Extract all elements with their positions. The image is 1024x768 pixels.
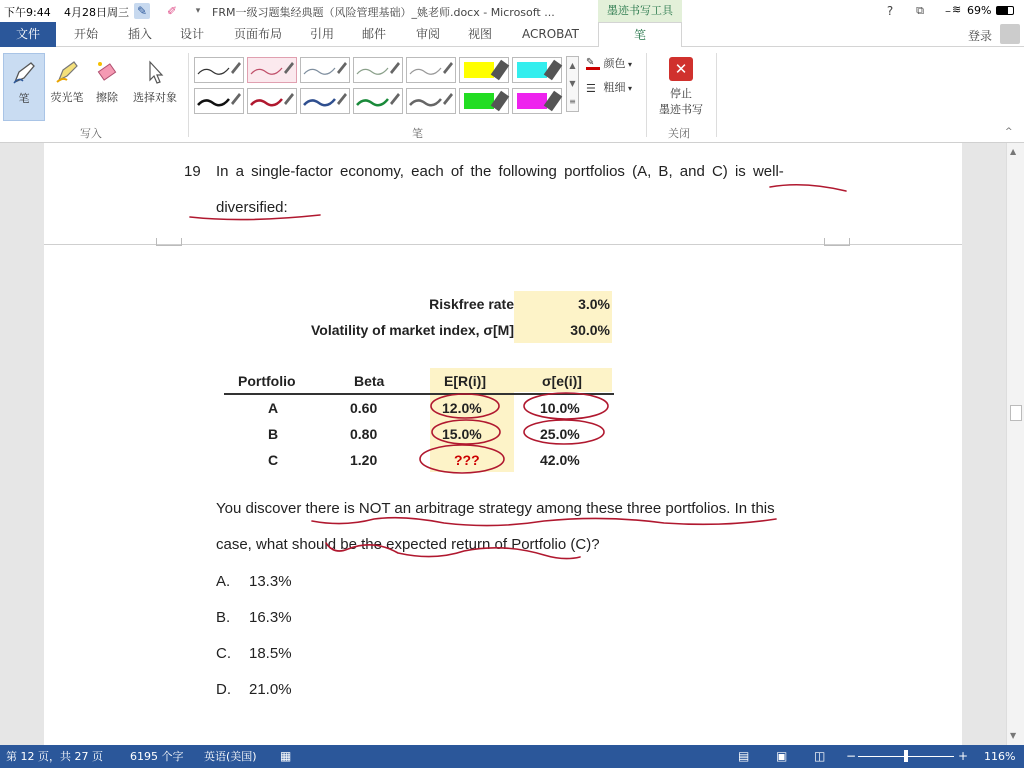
option-text: 13.3% [249,573,292,590]
pen-color-icon: ✎ [586,58,600,70]
pen-style-swatch[interactable] [512,57,562,83]
table-header-cell: E[R(i)] [444,373,486,389]
document-page[interactable] [44,143,962,745]
language-indicator[interactable]: 英语(美国) [204,750,257,763]
eraser-tool-button[interactable] [89,53,125,121]
table-cell: 15.0% [442,426,482,442]
tab-acrobat[interactable]: ACROBAT [522,27,579,41]
tab-references[interactable]: 引用 [310,27,335,41]
status-time: 下午9:44 [4,6,51,19]
pen-style-swatch[interactable] [194,88,244,114]
avatar[interactable] [1000,24,1020,44]
select-objects-button[interactable] [127,53,183,121]
ink-circle-12 [431,394,499,418]
question-line-2: diversified: [216,199,288,216]
pen-style-swatch[interactable] [459,88,509,114]
highlighter-tool-label: 荧光笔 [50,91,84,104]
gallery-more-icon[interactable]: ≡ [569,97,576,106]
option-letter: A. [216,573,231,590]
gallery-down-icon[interactable]: ▼ [569,79,576,88]
stop-inking-button[interactable] [652,57,710,121]
quick-access-dropdown-icon[interactable]: ▾ [195,6,201,16]
ink-circle-10 [524,393,608,419]
ribbon-tab-bar [0,22,1024,47]
option-letter: C. [216,645,231,662]
battery-icon [996,6,1014,15]
pen-tool-button[interactable] [3,53,45,121]
line-weight-icon: ☰ [586,81,596,95]
zoom-slider-thumb[interactable] [904,750,908,762]
pen-style-swatch[interactable] [247,88,297,114]
pens-group-label: 笔 [412,127,423,140]
question-line-1: In a single-factor economy, each of the following portfolios (A, B, and C) is well- [216,163,784,180]
highlighter-tool-button[interactable] [47,53,87,121]
thickness-label: 粗细 [603,81,626,94]
pen-tool-label: 笔 [18,92,30,105]
tab-file[interactable]: 文件 [0,22,56,47]
stop-icon: ✕ [669,57,693,81]
table-cell: C [268,452,279,468]
table-header-cell: σ[e(i)] [542,373,582,389]
ink-circle-question [420,445,504,473]
table-cell: 0.80 [350,426,378,442]
prompt-line-2: case, what should be the expected return of Portfolio (C)? [216,536,600,553]
tab-mailings[interactable]: 邮件 [362,27,387,41]
pen-style-swatch[interactable] [406,88,456,114]
stop-inking-label-2: 墨迹书写 [659,103,703,116]
volatility-label: Volatility of market index, σ[M] [310,322,514,338]
pen-style-swatch[interactable] [194,57,244,83]
tab-insert[interactable]: 插入 [128,27,153,41]
pen-style-swatch[interactable] [353,88,403,114]
ribbon-separator [716,53,717,137]
stop-inking-label-1: 停止 [670,87,692,100]
pen-icon[interactable]: ✎ [134,3,150,19]
option-text: 18.5% [249,645,292,662]
tab-page-layout[interactable]: 页面布局 [234,27,283,41]
tab-home[interactable]: 开始 [74,27,99,41]
ink-circle-15 [432,420,500,444]
cursor-icon [142,59,168,85]
vertical-scrollbar[interactable] [1006,143,1024,745]
write-group-label: 写入 [80,127,102,140]
status-bar [0,745,1024,768]
tab-review[interactable]: 审阅 [416,27,441,41]
prompt-line-1: You discover there is NOT an arbitrage strategy among these three portfolios. In this [216,500,775,517]
pen-style-swatch[interactable] [300,88,350,114]
wifi-icon: ≋ [952,3,962,16]
pen-style-swatch[interactable] [300,57,350,83]
sign-in-link[interactable]: 登录 [968,29,993,43]
ink-annotations [44,143,962,745]
collapse-ribbon-icon[interactable]: ^ [1005,127,1013,137]
ink-underline-diversified [190,215,320,220]
battery-label: 69% [967,4,992,17]
table-cell: ??? [454,452,480,468]
eraser-tool-label: 擦除 [96,91,118,104]
minimize-icon[interactable]: – [945,4,951,18]
color-dropdown[interactable]: ✎ 颜色 ▾ [586,57,633,70]
option-text: 21.0% [249,681,292,698]
document-area [0,143,1024,745]
pen-style-swatch[interactable] [459,57,509,83]
color-label: 颜色 [603,57,626,70]
tab-view[interactable]: 视图 [468,27,493,41]
scroll-up-icon[interactable]: ▲ [1010,147,1017,156]
question-number: 19 [184,163,201,180]
highlighter-icon [54,59,80,85]
ribbon-display-icon[interactable]: ⧉ [916,4,924,17]
ribbon-separator [188,53,189,137]
tab-design[interactable]: 设计 [180,27,205,41]
window-title: FRM一级习题集经典题（风险管理基础）_姚老师.docx - Microsoft ... [212,6,555,19]
ink-wavy-underline-1 [312,518,776,526]
word-count[interactable]: 6195 个字 [130,750,184,763]
riskfree-label: Riskfree rate [429,296,514,312]
zoom-level[interactable]: 116% [984,750,1016,763]
pen-style-swatch[interactable] [512,88,562,114]
table-cell: 25.0% [540,426,580,442]
option-text: 16.3% [249,609,292,626]
status-date: 4月28日周三 [64,6,129,19]
help-icon[interactable]: ? [886,4,894,18]
pen-icon [11,60,37,86]
ribbon-separator [646,53,647,137]
gallery-scroll[interactable] [566,56,579,112]
pen-style-swatch[interactable] [247,57,297,83]
table-cell: 12.0% [442,400,482,416]
ink-underline-well [770,185,846,191]
table-cell: A [268,400,279,416]
riskfree-value: 3.0% [578,296,610,312]
table-cell: B [268,426,279,442]
table-cell: 0.60 [350,400,378,416]
table-cell: 10.0% [540,400,580,416]
table-cell: 42.0% [540,452,580,468]
table-cell: 1.20 [350,452,378,468]
option-letter: B. [216,609,231,626]
table-header-cell: Beta [354,373,385,389]
gallery-up-icon[interactable]: ▲ [569,61,576,70]
macro-record-icon[interactable]: ▦ [280,749,292,763]
tab-pen[interactable]: 笔 [598,22,682,48]
context-tool-title: 墨迹书写工具 [598,0,682,22]
title-bar [0,0,1024,22]
zoom-out-icon[interactable]: − [846,749,857,763]
pen-style-swatch[interactable] [406,57,456,83]
close-group-label: 关闭 [668,127,690,140]
zoom-in-icon[interactable]: + [958,749,969,763]
web-layout-icon[interactable]: ◫ [814,749,826,763]
eraser-icon [94,59,120,85]
pen-style-swatch[interactable] [353,57,403,83]
scroll-down-icon[interactable]: ▼ [1010,731,1017,740]
scroll-thumb[interactable] [1010,405,1022,421]
thickness-dropdown[interactable]: ☰ 粗细 ▾ [586,81,633,95]
volatility-value: 30.0% [570,322,610,338]
select-objects-label: 选择对象 [133,91,177,104]
ribbon-pen [0,47,1024,143]
option-letter: D. [216,681,231,698]
ink-circle-25 [524,420,604,444]
page-count[interactable]: 第 12 页，共 27 页 [6,750,103,763]
table-header-cell: Portfolio [238,373,296,389]
read-mode-icon[interactable]: ▤ [738,749,750,763]
highlighter-icon[interactable]: ✐ [166,4,178,18]
ink-wavy-underline-2 [326,543,580,559]
print-layout-icon[interactable]: ▣ [776,749,788,763]
